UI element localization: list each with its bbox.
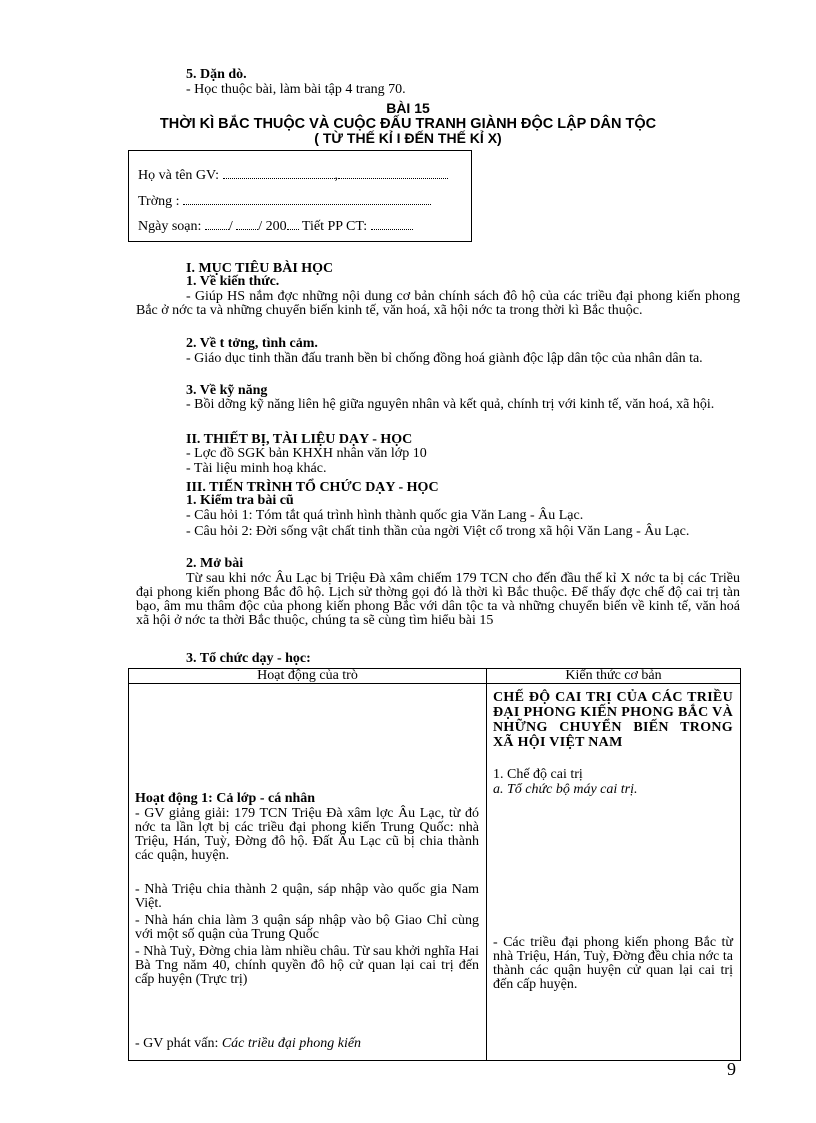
table-header-row <box>129 669 741 684</box>
knowledge-heading: 1. Về kiến thức. <box>186 274 280 289</box>
lesson-subtitle: ( TỪ THẾ KỈ I ĐẾN THẾ KỈ X) <box>314 130 502 146</box>
date-sep-2: / 200 <box>258 219 287 234</box>
check-heading: 1. Kiểm tra bài cũ <box>186 493 294 508</box>
intro-heading: 2. Mở bài <box>186 556 244 571</box>
table-row <box>129 684 741 1061</box>
page-number: 9 <box>727 1059 736 1079</box>
teacher-name-row <box>138 168 448 183</box>
section2-heading: II. THIẾT BỊ, TÀI LIỆU DẠY - HỌC <box>186 432 413 447</box>
gv-question-text: Các triều đại phong kiến <box>221 1036 362 1051</box>
school-row <box>138 194 431 209</box>
knowledge-sub-1a: a. Tổ chức bộ máy cai trị. <box>493 782 638 797</box>
teacher-name-label: Họ và tên GV: <box>138 168 219 183</box>
col2-header: Kiến thức cơ bản <box>487 669 741 684</box>
col1-header: Hoạt động của trò <box>129 669 487 684</box>
date-label: Ngày soạn: <box>138 219 202 234</box>
left-paragraph-1: - GV giảng giải: 179 TCN Triệu Đà xâm lợc Âu Lạc, từ đó nớc ta lần lợt bị các triều đại phong kiến Trung Quốc: nhà Triệu, Hán, Tuỳ, Đờng đô hộ. Đất Âu Lạc cũ bị chia thành các quận, huyện. <box>135 806 479 863</box>
teacher-name-blank[interactable] <box>223 168 335 179</box>
section1-heading: I. MỤC TIÊU BÀI HỌC <box>186 261 334 276</box>
school-blank[interactable] <box>183 194 431 205</box>
org-heading: 3. Tổ chức dạy - học: <box>186 651 311 666</box>
left-paragraph-2: - Nhà Triệu chia thành 2 quận, sáp nhập vào quốc gia Nam Việt. <box>135 882 479 911</box>
month-blank[interactable] <box>236 219 258 230</box>
period-label: Tiết PP CT: <box>301 219 368 234</box>
thought-text: - Giáo dục tinh thần đấu tranh bền bỉ chống đồng hoá giành độc lập dân tộc của nhân dân ta. <box>186 351 703 366</box>
prev-homework-line: - Học thuộc bài, làm bài tập 4 trang 70. <box>186 82 406 97</box>
equipment-item-2: - Tài liệu minh hoạ khác. <box>186 461 327 476</box>
left-paragraph-5 <box>135 1037 479 1051</box>
skill-text: - Bồi dỡng kỹ năng liên hệ giữa nguyên nhân và kết quả, chính trị với kinh tế, văn hoá, xã hội. <box>186 397 715 412</box>
period-blank[interactable] <box>371 219 413 230</box>
question-1: - Câu hỏi 1: Tóm tắt quá trình hình thành quốc gia Văn Lang - Âu Lạc. <box>186 508 584 523</box>
question-2: - Câu hỏi 2: Đời sống vật chất tinh thần của ngời Việt cổ trong xã hội Văn Lang - Âu Lạc. <box>186 524 690 539</box>
thought-heading: 2. Về t tởng, tình cảm. <box>186 336 318 351</box>
year-blank[interactable] <box>287 219 299 230</box>
date-sep-1: / <box>228 219 233 234</box>
knowledge-heading-main: CHẾ ĐỘ CAI TRỊ CỦA CÁC TRIỀU ĐẠI PHONG KIẾN PHONG BẮC VÀ NHỮNG CHUYỂN BIẾN TRONG XÃ HỘI VIỆT NAM <box>493 690 733 750</box>
left-paragraph-3: - Nhà hán chia làm 3 quận sáp nhập vào bộ Giao Chỉ cùng với một số quận của Trung Quốc <box>135 913 479 942</box>
skill-heading: 3. Về kỹ năng <box>186 383 268 398</box>
section3-heading: III. TIẾN TRÌNH TỔ CHỨC DẠY - HỌC <box>186 480 439 495</box>
intro-text: Từ sau khi nớc Âu Lạc bị Triệu Đà xâm chiếm 179 TCN cho đến đầu thế kỉ X nớc ta bị các Triều đại phong kiến phong Bắc đô hộ. Lịch sử thờng gọi đó là thời kì Bắc thuộc. Để thấy đợc chế độ cai trị tàn bạo, âm mu thâm độc của phong kiến phong Bắc với dân tộc ta và những chuyển biến về kinh tế, văn hoá xã hội ở nớc ta thời Bắc thuộc, chúng ta sẽ cùng tìm hiểu bài 15 <box>136 571 740 628</box>
school-label: Trờng : <box>138 194 180 209</box>
student-activity-cell <box>129 684 487 1061</box>
teacher-name-blank-2[interactable] <box>338 168 448 179</box>
lesson-table <box>128 668 741 1061</box>
knowledge-text: - Giúp HS nắm đợc những nội dung cơ bản chính sách đô hộ của các triều đại phong kiến phong Bắc ở nớc ta và những chuyển biến kinh tế, văn hoá, xã hội nớc ta trong thời kì Bắc thuộc. <box>136 289 740 318</box>
prev-section-heading: 5. Dặn dò. <box>186 67 247 82</box>
gv-question-prefix: - GV phát vấn: <box>135 1036 222 1051</box>
date-row <box>138 219 413 234</box>
day-blank[interactable] <box>205 219 229 230</box>
left-paragraph-4: - Nhà Tuỳ, Đờng chia làm nhiều châu. Từ sau khởi nghĩa Hai Bà Tng năm 40, chính quyền đô hộ cử quan lại cai trị đến cấp huyện (Trực trị) <box>135 944 479 987</box>
equipment-item-1: - Lợc đồ SGK bản KHXH nhân văn lớp 10 <box>186 446 427 461</box>
knowledge-paragraph-1: - Các triều đại phong kiến phong Bắc từ nhà Triệu, Hán, Tuỳ, Đờng đều chia nớc ta thành các quận huyện cử quan lại cai trị đến cấp huyện. <box>493 935 733 992</box>
lesson-title: THỜI KÌ BẮC THUỘC VÀ CUỘC ĐẤU TRANH GIÀNH ĐỘC LẬP DÂN TỘC <box>159 116 657 132</box>
activity-heading: Hoạt động 1: Cả lớp - cá nhân <box>135 791 316 806</box>
teacher-info-box <box>128 150 472 242</box>
teacher-name-sep: , <box>334 168 338 183</box>
knowledge-sub-1: 1. Chế độ cai trị <box>493 767 583 782</box>
lesson-number: BÀI 15 <box>386 100 430 116</box>
basic-knowledge-cell <box>487 684 741 1061</box>
